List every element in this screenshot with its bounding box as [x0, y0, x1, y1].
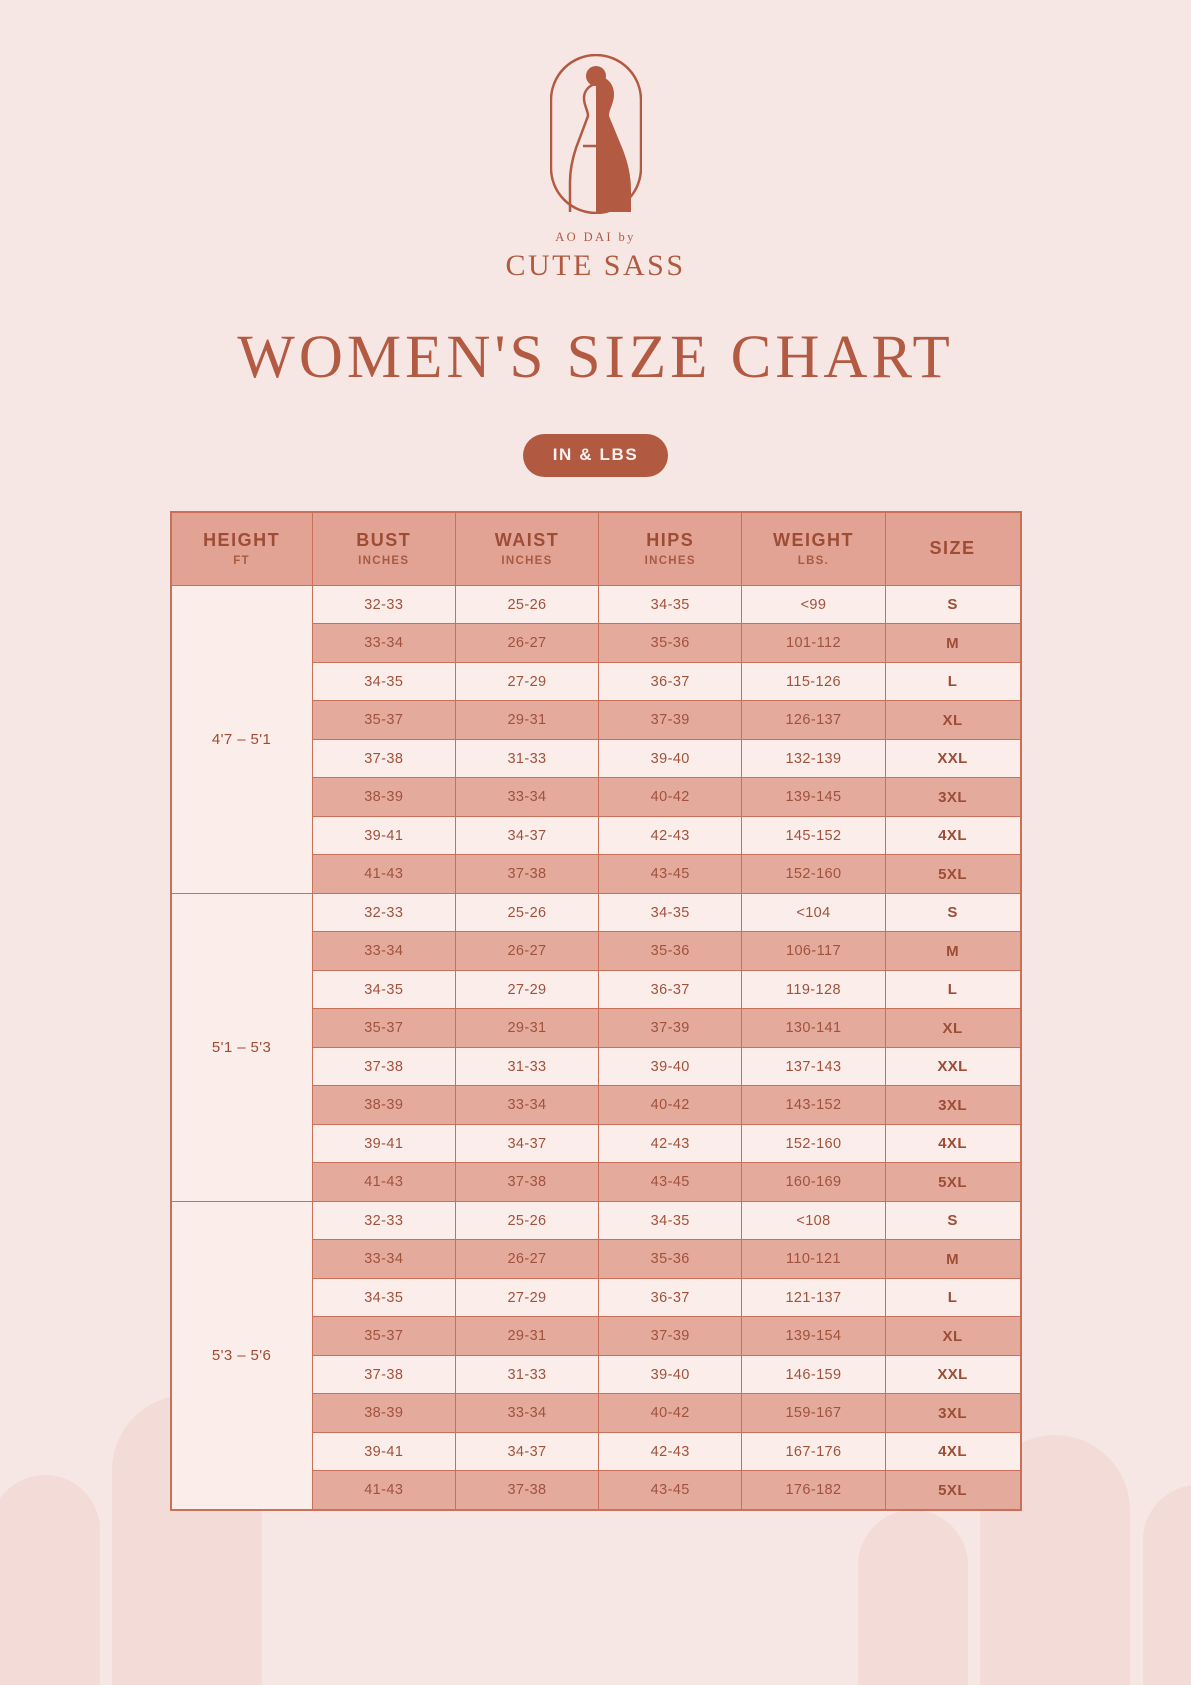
table-row — [171, 585, 1020, 624]
bust-cell: 37-38 — [312, 739, 455, 778]
ao-dai-woman-logo-icon — [550, 54, 642, 214]
weight-cell: 146-159 — [742, 1355, 885, 1394]
brand-name: CUTE SASS — [505, 249, 686, 282]
weight-cell: <99 — [742, 585, 885, 624]
table-header — [171, 512, 1020, 585]
hips-cell: 39-40 — [599, 1355, 742, 1394]
column-header-height — [171, 512, 312, 585]
table-body — [171, 585, 1020, 1509]
column-header-weight — [742, 512, 885, 585]
bust-cell: 38-39 — [312, 1394, 455, 1433]
hips-cell: 37-39 — [599, 701, 742, 740]
size-cell: XXL — [885, 1047, 1020, 1086]
hips-cell: 39-40 — [599, 739, 742, 778]
column-header-title: HIPS — [646, 529, 695, 550]
waist-cell: 37-38 — [455, 855, 598, 894]
size-cell: M — [885, 932, 1020, 971]
hips-cell: 43-45 — [599, 855, 742, 894]
bust-cell: 32-33 — [312, 893, 455, 932]
brand-logo — [0, 0, 1191, 283]
column-header-waist — [455, 512, 598, 585]
waist-cell: 37-38 — [455, 1471, 598, 1510]
hips-cell: 35-36 — [599, 932, 742, 971]
hips-cell: 43-45 — [599, 1471, 742, 1510]
hips-cell: 37-39 — [599, 1009, 742, 1048]
size-cell: 3XL — [885, 778, 1020, 817]
size-cell: XL — [885, 701, 1020, 740]
weight-cell: 160-169 — [742, 1163, 885, 1202]
waist-cell: 34-37 — [455, 816, 598, 855]
column-header-title: HEIGHT — [203, 529, 281, 550]
weight-cell: <108 — [742, 1201, 885, 1240]
column-header-unit: INCHES — [501, 554, 553, 567]
weight-cell: 121-137 — [742, 1278, 885, 1317]
bust-cell: 34-35 — [312, 970, 455, 1009]
waist-cell: 34-37 — [455, 1124, 598, 1163]
size-table — [171, 512, 1021, 1510]
bust-cell: 39-41 — [312, 1432, 455, 1471]
weight-cell: 143-152 — [742, 1086, 885, 1125]
bust-cell: 33-34 — [312, 932, 455, 971]
bust-cell: 35-37 — [312, 1317, 455, 1356]
bust-cell: 33-34 — [312, 624, 455, 663]
table-row — [171, 1201, 1020, 1240]
column-header-title: WEIGHT — [772, 529, 854, 550]
hips-cell: 42-43 — [599, 1432, 742, 1471]
size-cell: 5XL — [885, 855, 1020, 894]
size-cell: 4XL — [885, 1124, 1020, 1163]
column-header-unit: INCHES — [358, 554, 410, 567]
waist-cell: 29-31 — [455, 701, 598, 740]
size-cell: S — [885, 893, 1020, 932]
weight-cell: 159-167 — [742, 1394, 885, 1433]
waist-cell: 31-33 — [455, 1047, 598, 1086]
brand-tagline: AO DAI by — [555, 230, 636, 244]
column-header-hips — [599, 512, 742, 585]
waist-cell: 34-37 — [455, 1432, 598, 1471]
size-cell: 5XL — [885, 1163, 1020, 1202]
weight-cell: 137-143 — [742, 1047, 885, 1086]
size-cell: L — [885, 662, 1020, 701]
size-cell: S — [885, 1201, 1020, 1240]
hips-cell: 40-42 — [599, 778, 742, 817]
waist-cell: 29-31 — [455, 1009, 598, 1048]
size-cell: L — [885, 1278, 1020, 1317]
bust-cell: 41-43 — [312, 855, 455, 894]
waist-cell: 37-38 — [455, 1163, 598, 1202]
bust-cell: 39-41 — [312, 1124, 455, 1163]
hips-cell: 34-35 — [599, 1201, 742, 1240]
column-header-unit: INCHES — [644, 554, 696, 567]
weight-cell: 176-182 — [742, 1471, 885, 1510]
column-header-bust — [312, 512, 455, 585]
weight-cell: 101-112 — [742, 624, 885, 663]
waist-cell: 33-34 — [455, 1394, 598, 1433]
table-row — [171, 893, 1020, 932]
weight-cell: 119-128 — [742, 970, 885, 1009]
waist-cell: 33-34 — [455, 1086, 598, 1125]
height-group-cell: 5'3 – 5'6 — [171, 1201, 312, 1509]
hips-cell: 39-40 — [599, 1047, 742, 1086]
column-header-unit: LBS. — [797, 554, 830, 567]
waist-cell: 33-34 — [455, 778, 598, 817]
bust-cell: 35-37 — [312, 1009, 455, 1048]
column-header-title: SIZE — [929, 537, 976, 558]
size-cell: XL — [885, 1317, 1020, 1356]
bust-cell: 41-43 — [312, 1163, 455, 1202]
bust-cell: 37-38 — [312, 1047, 455, 1086]
size-cell: M — [885, 1240, 1020, 1279]
column-header-unit: FT — [233, 554, 250, 567]
waist-cell: 25-26 — [455, 1201, 598, 1240]
hips-cell: 42-43 — [599, 816, 742, 855]
size-cell: XXL — [885, 1355, 1020, 1394]
weight-cell: 167-176 — [742, 1432, 885, 1471]
waist-cell: 29-31 — [455, 1317, 598, 1356]
hips-cell: 37-39 — [599, 1317, 742, 1356]
column-header-size — [885, 512, 1020, 585]
size-cell: 4XL — [885, 816, 1020, 855]
unit-badge-row — [0, 434, 1191, 477]
weight-cell: 110-121 — [742, 1240, 885, 1279]
bust-cell: 33-34 — [312, 1240, 455, 1279]
waist-cell: 27-29 — [455, 1278, 598, 1317]
waist-cell: 26-27 — [455, 624, 598, 663]
weight-cell: 152-160 — [742, 855, 885, 894]
height-group-cell: 4'7 – 5'1 — [171, 585, 312, 893]
weight-cell: 145-152 — [742, 816, 885, 855]
unit-badge: IN & LBS — [523, 434, 669, 477]
height-group-cell: 5'1 – 5'3 — [171, 893, 312, 1201]
bust-cell: 41-43 — [312, 1471, 455, 1510]
bust-cell: 34-35 — [312, 1278, 455, 1317]
waist-cell: 26-27 — [455, 1240, 598, 1279]
size-cell: S — [885, 585, 1020, 624]
bust-cell: 38-39 — [312, 1086, 455, 1125]
weight-cell: 132-139 — [742, 739, 885, 778]
weight-cell: 126-137 — [742, 701, 885, 740]
hips-cell: 36-37 — [599, 662, 742, 701]
page-title: WOMEN'S SIZE CHART — [237, 324, 954, 391]
bust-cell: 38-39 — [312, 778, 455, 817]
weight-cell: 115-126 — [742, 662, 885, 701]
size-cell: M — [885, 624, 1020, 663]
hips-cell: 35-36 — [599, 624, 742, 663]
bust-cell: 34-35 — [312, 662, 455, 701]
hips-cell: 36-37 — [599, 970, 742, 1009]
waist-cell: 25-26 — [455, 893, 598, 932]
bust-cell: 37-38 — [312, 1355, 455, 1394]
waist-cell: 31-33 — [455, 739, 598, 778]
weight-cell: <104 — [742, 893, 885, 932]
hips-cell: 34-35 — [599, 893, 742, 932]
table-header-row — [171, 512, 1020, 585]
size-cell: L — [885, 970, 1020, 1009]
column-header-title: WAIST — [494, 529, 560, 550]
size-cell: 3XL — [885, 1394, 1020, 1433]
hips-cell: 42-43 — [599, 1124, 742, 1163]
waist-cell: 27-29 — [455, 970, 598, 1009]
weight-cell: 106-117 — [742, 932, 885, 971]
bust-cell: 39-41 — [312, 816, 455, 855]
hips-cell: 35-36 — [599, 1240, 742, 1279]
hips-cell: 40-42 — [599, 1394, 742, 1433]
size-cell: 5XL — [885, 1471, 1020, 1510]
hips-cell: 34-35 — [599, 585, 742, 624]
weight-cell: 152-160 — [742, 1124, 885, 1163]
size-table-wrap — [170, 511, 1022, 1511]
hips-cell: 43-45 — [599, 1163, 742, 1202]
waist-cell: 26-27 — [455, 932, 598, 971]
bust-cell: 32-33 — [312, 1201, 455, 1240]
size-cell: XL — [885, 1009, 1020, 1048]
size-cell: 3XL — [885, 1086, 1020, 1125]
weight-cell: 130-141 — [742, 1009, 885, 1048]
column-header-title: BUST — [356, 529, 412, 550]
size-cell: XXL — [885, 739, 1020, 778]
size-cell: 4XL — [885, 1432, 1020, 1471]
weight-cell: 139-154 — [742, 1317, 885, 1356]
weight-cell: 139-145 — [742, 778, 885, 817]
waist-cell: 27-29 — [455, 662, 598, 701]
waist-cell: 31-33 — [455, 1355, 598, 1394]
hips-cell: 40-42 — [599, 1086, 742, 1125]
hips-cell: 36-37 — [599, 1278, 742, 1317]
waist-cell: 25-26 — [455, 585, 598, 624]
bust-cell: 35-37 — [312, 701, 455, 740]
bust-cell: 32-33 — [312, 585, 455, 624]
